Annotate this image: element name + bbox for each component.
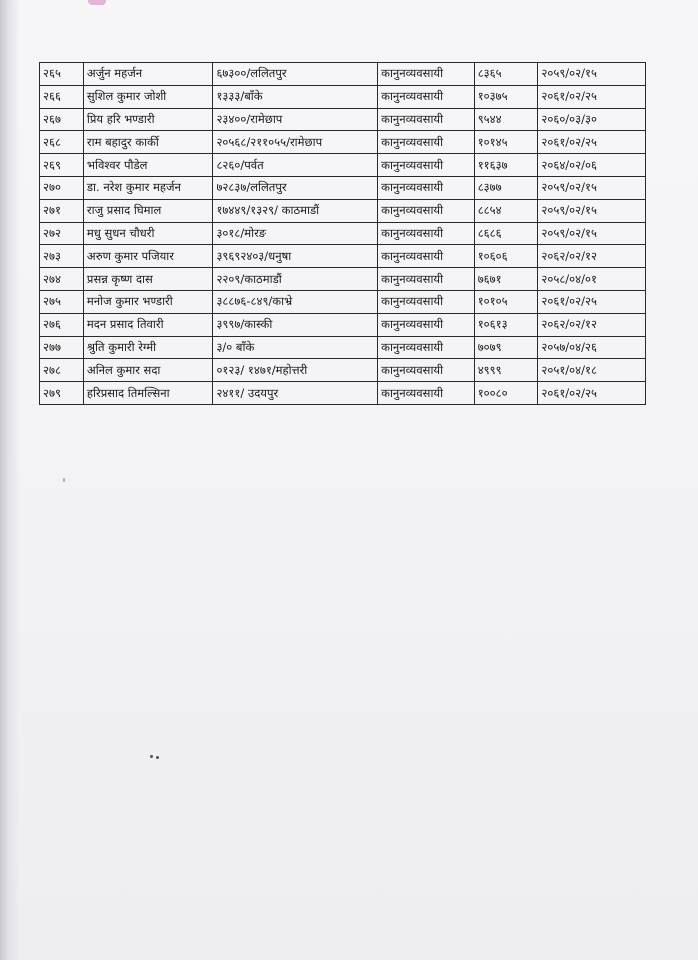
date-cell: २०६१/०२/२५: [538, 131, 646, 154]
profession-cell: कानुनव्यवसायी: [378, 313, 475, 336]
speck-mark: [150, 755, 153, 758]
records-table: [39, 62, 646, 405]
profession-cell: कानुनव्यवसायी: [378, 222, 475, 245]
profession-cell: कानुनव्यवसायी: [378, 63, 475, 86]
serial-number-cell: २७४: [40, 268, 84, 291]
table-row: [40, 108, 646, 131]
date-cell: २०५९/०२/१५: [538, 222, 646, 245]
serial-number-cell: २६९: [40, 154, 84, 177]
license-cell: ३०१८/मोरङ: [213, 222, 378, 245]
table-row: [40, 222, 646, 245]
number-cell: ७६७१: [474, 268, 538, 291]
license-cell: २२०९/काठमाडौं: [213, 268, 378, 291]
profession-cell: कानुनव्यवसायी: [378, 108, 475, 131]
profession-cell: कानुनव्यवसायी: [378, 359, 475, 382]
table-row: [40, 268, 646, 291]
license-cell: ८२६०/पर्वत: [213, 154, 378, 177]
profession-cell: कानुनव्यवसायी: [378, 176, 475, 199]
date-cell: २०५१/०४/१८: [538, 359, 646, 382]
date-cell: २०५९/०२/१५: [538, 176, 646, 199]
number-cell: ८३७७: [474, 176, 538, 199]
profession-cell: कानुनव्यवसायी: [378, 245, 475, 268]
page-edge-shadow: [0, 0, 20, 960]
serial-number-cell: २६५: [40, 63, 84, 86]
profession-cell: कानुनव्यवसायी: [378, 154, 475, 177]
number-cell: ९५४४: [474, 108, 538, 131]
name-cell: अरुण कुमार पजियार: [83, 245, 213, 268]
serial-number-cell: २७०: [40, 176, 84, 199]
table-row: [40, 313, 646, 336]
serial-number-cell: २६८: [40, 131, 84, 154]
name-cell: प्रिय हरि भण्डारी: [83, 108, 213, 131]
date-cell: २०५७/०४/२६: [538, 336, 646, 359]
table-row: [40, 199, 646, 222]
license-cell: ७२८३७/ललितपुर: [213, 176, 378, 199]
name-cell: श्रुति कुमारी रेग्मी: [83, 336, 213, 359]
name-cell: राम बहादुर कार्की: [83, 131, 213, 154]
speck-mark: [63, 478, 65, 482]
profession-cell: कानुनव्यवसायी: [378, 131, 475, 154]
serial-number-cell: २७२: [40, 222, 84, 245]
date-cell: २०६२/०२/१२: [538, 245, 646, 268]
table-row: [40, 176, 646, 199]
license-cell: ३९६९२४०३/धनुषा: [213, 245, 378, 268]
serial-number-cell: २७६: [40, 313, 84, 336]
table-row: [40, 359, 646, 382]
profession-cell: कानुनव्यवसायी: [378, 268, 475, 291]
number-cell: ८३६५: [474, 63, 538, 86]
name-cell: सुशिल कुमार जोशी: [83, 85, 213, 108]
speck-mark: [156, 756, 159, 759]
name-cell: मदन प्रसाद तिवारी: [83, 313, 213, 336]
number-cell: ८८५४: [474, 199, 538, 222]
table-row: [40, 245, 646, 268]
date-cell: २०६४/०२/०६: [538, 154, 646, 177]
name-cell: हरिप्रसाद तिमल्सिना: [83, 382, 213, 405]
date-cell: २०५९/०२/१५: [538, 63, 646, 86]
serial-number-cell: २७५: [40, 290, 84, 313]
serial-number-cell: २७७: [40, 336, 84, 359]
serial-number-cell: २७३: [40, 245, 84, 268]
name-cell: मधु सुधन चौधरी: [83, 222, 213, 245]
date-cell: २०६१/०२/२५: [538, 290, 646, 313]
serial-number-cell: २७१: [40, 199, 84, 222]
table-row: [40, 63, 646, 86]
number-cell: ८६८६: [474, 222, 538, 245]
date-cell: २०६२/०२/१२: [538, 313, 646, 336]
number-cell: ७०७९: [474, 336, 538, 359]
number-cell: १०१४५: [474, 131, 538, 154]
profession-cell: कानुनव्यवसायी: [378, 336, 475, 359]
number-cell: १००८०: [474, 382, 538, 405]
name-cell: अनिल कुमार सदा: [83, 359, 213, 382]
table-row: [40, 131, 646, 154]
name-cell: राजु प्रसाद घिमाल: [83, 199, 213, 222]
date-cell: २०५८/०४/०१: [538, 268, 646, 291]
serial-number-cell: २७८: [40, 359, 84, 382]
license-cell: १७४४९/१३२९/ काठमाडौं: [213, 199, 378, 222]
name-cell: अर्जुन महर्जन: [83, 63, 213, 86]
date-cell: २०६१/०२/२५: [538, 85, 646, 108]
date-cell: २०५९/०२/१५: [538, 199, 646, 222]
number-cell: १०१०५: [474, 290, 538, 313]
license-cell: ०१२३/ १४७१/महोत्तरी: [213, 359, 378, 382]
table-row: [40, 336, 646, 359]
profession-cell: कानुनव्यवसायी: [378, 382, 475, 405]
table-row: [40, 382, 646, 405]
number-cell: १०३७५: [474, 85, 538, 108]
profession-cell: कानुनव्यवसायी: [378, 85, 475, 108]
license-cell: ३/० बाँके: [213, 336, 378, 359]
table-row: [40, 154, 646, 177]
license-cell: ३८८७६-८४९/काभ्रे: [213, 290, 378, 313]
serial-number-cell: २६७: [40, 108, 84, 131]
license-cell: ३९९७/कास्की: [213, 313, 378, 336]
serial-number-cell: २६६: [40, 85, 84, 108]
name-cell: भविश्वर पौडेल: [83, 154, 213, 177]
top-edge-mark: [88, 0, 106, 5]
table-row: [40, 290, 646, 313]
date-cell: २०६१/०२/२५: [538, 382, 646, 405]
profession-cell: कानुनव्यवसायी: [378, 199, 475, 222]
name-cell: मनोज कुमार भण्डारी: [83, 290, 213, 313]
license-cell: १३३३/बाँके: [213, 85, 378, 108]
number-cell: १०६०६: [474, 245, 538, 268]
name-cell: प्रसन्न कृष्ण दास: [83, 268, 213, 291]
date-cell: २०६०/०३/३०: [538, 108, 646, 131]
serial-number-cell: २७९: [40, 382, 84, 405]
number-cell: ४९९९: [474, 359, 538, 382]
license-cell: २०५६८/२११०५५/रामेछाप: [213, 131, 378, 154]
license-cell: ६७३००/ललितपुर: [213, 63, 378, 86]
license-cell: २३४००/रामेछाप: [213, 108, 378, 131]
number-cell: ११६३७: [474, 154, 538, 177]
name-cell: डा. नरेश कुमार महर्जन: [83, 176, 213, 199]
license-cell: २४११/ उदयपुर: [213, 382, 378, 405]
number-cell: १०६१३: [474, 313, 538, 336]
profession-cell: कानुनव्यवसायी: [378, 290, 475, 313]
table-row: [40, 85, 646, 108]
